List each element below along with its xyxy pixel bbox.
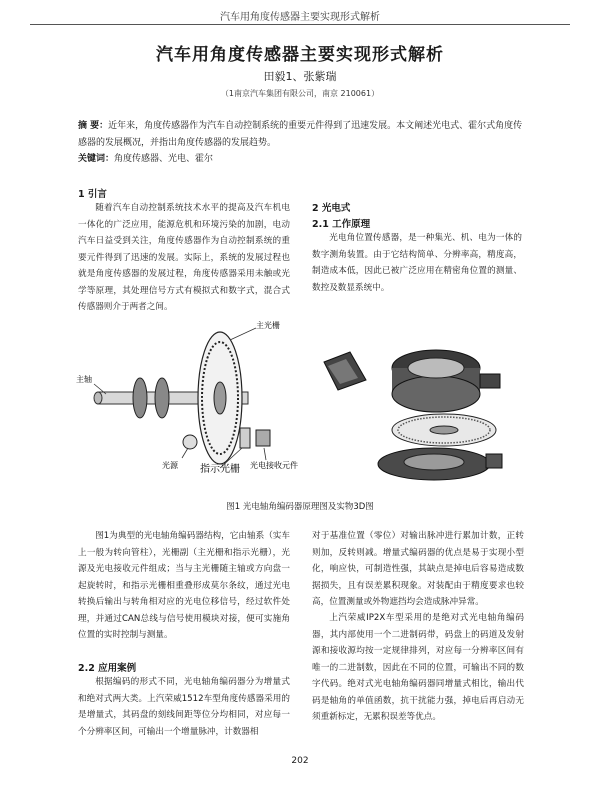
principle-heading: 2.1 工作原理 (312, 219, 371, 230)
indicator-grating (240, 428, 250, 448)
paper-affiliation: （1南京汽车集团有限公司，南京 210061） (220, 89, 380, 98)
label-indicator-grating: 指示光栅 (200, 464, 240, 475)
receiver-element (256, 430, 270, 446)
leader-receiver (264, 448, 266, 460)
abstract (78, 118, 528, 152)
photo-heading: 2 光电式 (312, 203, 351, 214)
keywords (78, 152, 528, 166)
base-tab (486, 454, 502, 468)
label-main-grating: 主光栅 (256, 321, 280, 330)
principle-text: 光电角位置传感器，是一种集光、机、电为一体的数字测角装置。由于它结构简单、分辨率高，精度高，制造成本低，因此已被广泛应用在精密角位置的测量、数控及数显系统中。 (312, 233, 522, 293)
running-header: 汽车用角度传感器主要实现形式解析 (220, 12, 380, 23)
label-receiver: 光电接收元件 (250, 461, 298, 470)
abstract-label: 摘 要： (78, 121, 109, 131)
page-number: 202 (291, 756, 309, 766)
intro-text: 随着汽车自动控制系统技术水平的提高及汽车机电一体化的广泛应用，能源危机和环境污染的加剧，电动汽车日益受到关注，角度传感器作为自动控制系统的重要元件得到了迅速的发展。实际上，系统的发展过程也就是角度传感器的发展过程，角度传感器采用未触或光学等原理，其处理信号方式有模拟式和数字式，混合式传感器则介于两者之间。 (78, 203, 290, 312)
right-paragraph-2: 上汽荣威IP2X车型采用的是绝对式光电轴角编码器，其内部使用一个二进制码带，码盘上的码道及发射源和接收源均按一定规律排列，对应每一分辨率区间有唯一的二进制数，因此在不同的位置，可输出不同的数字代码。绝对式光电轴角编码器同增量式相比，输出代码是轴角的单值函数，抗干扰能力强，掉电后再启动无须重新标定，无累积误差等优点。 (312, 613, 524, 722)
case-text: 根据编码的形式不同，光电轴角编码器分为增量式和绝对式两大类。上汽荣威1512车型角度传感器采用的是增量式，其码盘的刻线间距等位分均相同，对应每一个分辨率区间，可输出一个增量脉冲，计数器相 (78, 677, 290, 737)
encoder-schematic (70, 318, 310, 488)
right-continuation-text: 对于基准位置（零位）对输出脉冲进行累加计数，正转则加，反转则减。增量式编码器的优点是易于实现小型化，响应快，可制造性强，其缺点是掉电后容易造成数据损失，且有误差累积现象。对装配由于精度要求也较高，位置测量或外物遮挡均会造成脉冲异常。 (312, 531, 524, 607)
code-disk-hub (430, 426, 458, 434)
housing-opening (408, 358, 464, 378)
disk-hub (214, 382, 226, 414)
figure-caption: 图1 光电轴角编码器原理图及实物3D图 (226, 502, 374, 512)
bearing-right (155, 378, 169, 418)
figure-description: 图1为典型的光电轴角编码器结构，它由轴系（实车上一般为转向管柱），光栅副（主光栅和指示光栅），光源及光电接收元件组成；当与主光栅随主轴或方向盘一起旋转时，和指示光栅相重叠形成莫尔条纹，通过光电转换后输出与转角相对应的光电位移信号，经过软件处理，并通过CAN总线与信号使用模块对接，便可实施角位置的实时控制与测量。 (78, 531, 290, 640)
paper-title: 汽车用角度传感器主要实现形式解析 (156, 45, 444, 65)
light-source-lamp (183, 435, 197, 449)
abstract-text: 近年来，角度传感器作为汽车自动控制系统的重要元件得到了迅速发展。本文阐述光电式、霍尔式角度传感器的发展概况，并指出角度传感器的发展趋势。 (78, 121, 523, 148)
label-light-source: 光源 (162, 461, 178, 470)
keywords-label: 关键词： (78, 154, 115, 164)
connector (480, 374, 500, 388)
keywords-text: 角度传感器、光电、霍尔 (114, 154, 214, 164)
case-heading: 2.2 应用案例 (78, 663, 137, 674)
base-ring (404, 454, 464, 470)
housing-bottom (392, 376, 480, 412)
label-shaft: 主轴 (76, 375, 92, 384)
encoder-3d-view (316, 326, 536, 490)
leader-main-grating (230, 328, 256, 340)
header-rule (30, 24, 570, 25)
shaft-end (94, 392, 102, 404)
paper-authors: 田毅1、张紫瑞 (263, 70, 337, 83)
leader-light-source (182, 448, 188, 458)
intro-heading: 1 引言 (78, 189, 107, 200)
bearing-left (133, 378, 147, 418)
